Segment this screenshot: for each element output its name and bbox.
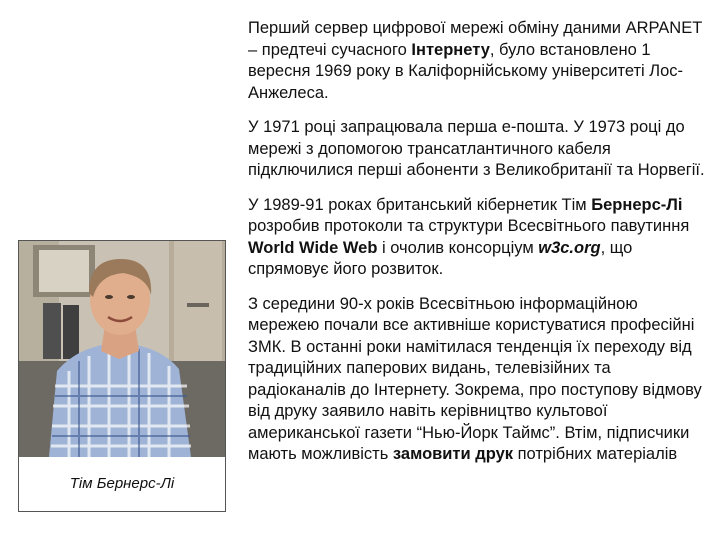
emphasis-text: Бернерс-Лі [591, 195, 683, 214]
emphasis-text: Інтернету [411, 40, 490, 59]
article-text [248, 18, 710, 479]
text-segment: З середини 90-х років Всесвітньою інформаційною мережею почали все активніше користуватися професійні ЗМК. В останні роки намітилася тенденція їх переходу від традиційних паперових видань, телевізійних та радіоканалів до Інтернету. Зокрема, про поступову відмову від друку заявило навіть керівництво культової американської газети “Нью-Йорк Таймс”. Втім, підписчики мають можливість [248, 294, 702, 463]
emphasis-text: w3c.org [538, 238, 601, 257]
text-segment: потрібних матеріалів [513, 445, 678, 463]
text-segment: У 1971 році запрацювала перша е-пошта. У 1973 році до мережі з допомогою трансатлантичного кабеля підключилися перші абоненти з Великобританії та Норвегії. [248, 118, 705, 179]
text-segment: У 1989-91 роках британський кібернетик Тім [248, 195, 592, 214]
text-segment: , що спрямовує його розвиток. [248, 238, 633, 278]
paragraph [248, 18, 710, 104]
photo-caption: Тім Бернерс-Лі [69, 475, 175, 492]
emphasis-text: замовити друк [392, 445, 514, 463]
paragraph [248, 294, 710, 466]
text-segment: Перший сервер цифрової мережі обміну даними ARPANET – предтечі сучасного [248, 19, 702, 59]
photo-frame [18, 240, 226, 512]
text-segment: , було встановлено 1 вересня 1969 року в Каліфорнійському університеті Лос-Анжелеса. [248, 40, 684, 102]
text-segment: і очолив консорціум [377, 238, 539, 257]
paragraph [248, 117, 710, 182]
text-segment: розробив протоколи та структури Всесвітнього павутиння [248, 217, 690, 235]
paragraph [248, 195, 710, 281]
portrait-photo [19, 241, 225, 457]
emphasis-text: World Wide Web [248, 238, 378, 257]
